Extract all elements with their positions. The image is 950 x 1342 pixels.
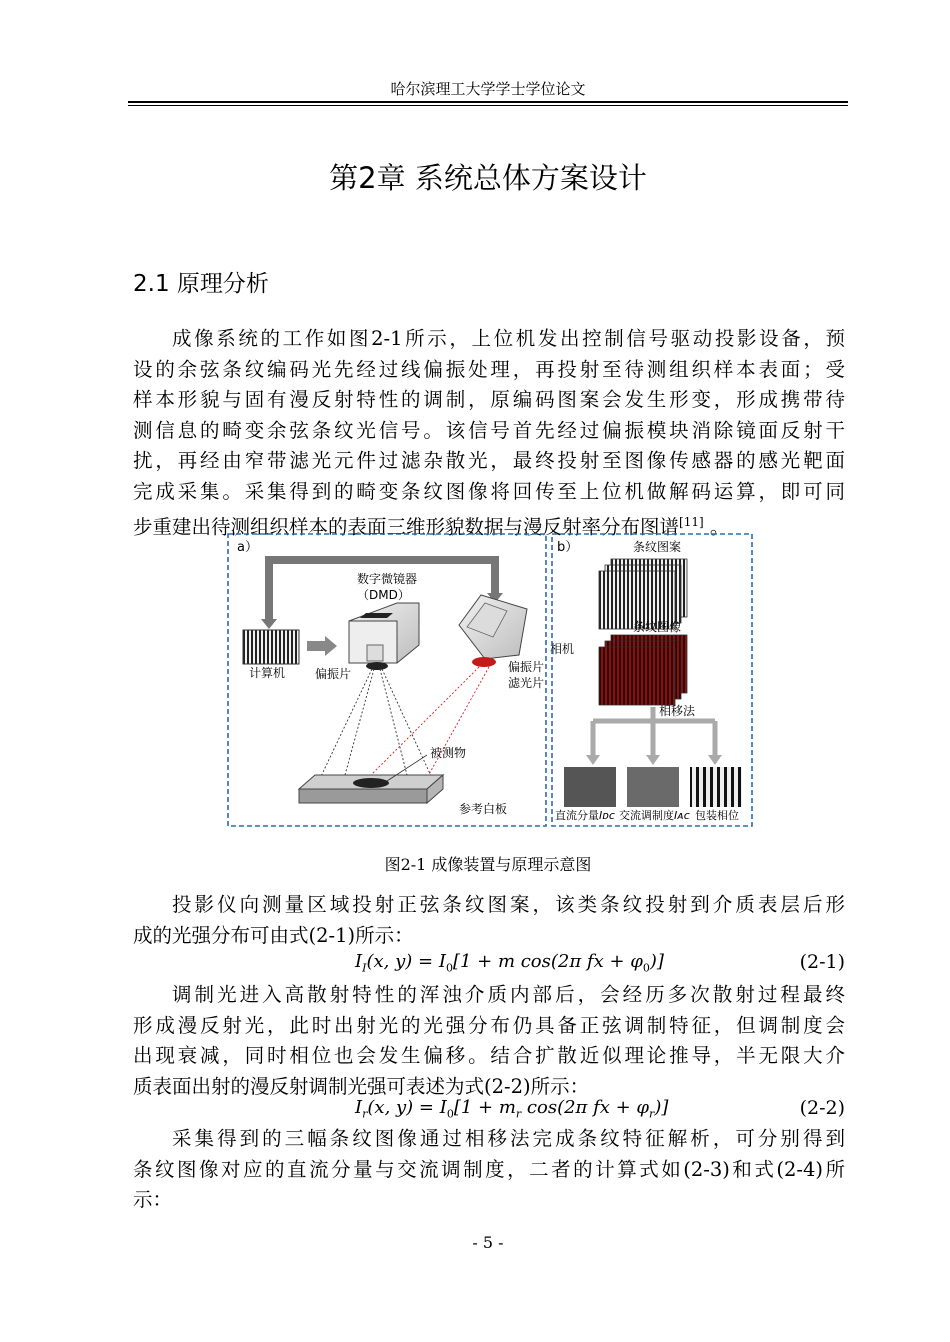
lens-icon [366, 662, 388, 670]
equation-number: (2-2) [799, 1097, 845, 1119]
dmd-label: 数字微镜器 [357, 572, 418, 586]
paragraph-line: 形成漫反射光，此时出射光的光强分布仍具备正弦调制特征，但调制度会 [133, 1013, 845, 1037]
header-rule-thick [128, 101, 848, 103]
projection-rays [315, 669, 437, 789]
paragraph-line: 调制光进入高散射特性的浑浊介质内部后，会经历多次散射过程最终 [172, 983, 845, 1006]
image-label: 条纹图像 [633, 620, 682, 634]
equation-2-1 [133, 951, 845, 975]
arrow-right-icon [307, 636, 337, 656]
filter-label: 滤光片 [508, 676, 545, 690]
camera-label: 相机 [550, 642, 575, 656]
paragraph-line: 成的光强分布可由式(2-1)所示： [133, 923, 414, 947]
computer-pattern-icon [243, 630, 299, 664]
page-number: - 5 - [472, 1233, 504, 1252]
phase-label: 包装相位 [695, 809, 739, 822]
panel-a-label: a） [237, 540, 258, 555]
panel-b-label: b） [557, 540, 579, 555]
header-rule-thin [128, 105, 848, 106]
dmd-label-abbr: （DMD） [357, 588, 410, 602]
object-icon [353, 778, 389, 788]
dc-label [555, 808, 615, 822]
dc-label-text: 直流分量 [555, 809, 599, 822]
paragraph-1 [133, 324, 845, 543]
equation-2-2 [133, 1097, 845, 1121]
paragraph-3 [133, 980, 845, 1102]
paragraph-line: 投影仪向测量区域投射正弦条纹图案，该类条纹投射到介质表层后形 [172, 893, 845, 916]
ac-label-text: 交流调制度 [619, 809, 674, 822]
paragraph-text: 步重建出待测组织样本的表面三维形貌数据与漫反射率分布图谱 [133, 515, 680, 539]
polarizer-right-label: 偏振片 [508, 660, 545, 674]
method-label: 相移法 [659, 704, 696, 718]
paragraph-line: 质表面出射的漫反射调制光强可表述为式(2-2)所示： [133, 1074, 590, 1098]
dc-component-image [564, 767, 616, 807]
board-label: 参考白板 [459, 802, 508, 816]
ac-label-symbol: Iᴀᴄ [674, 809, 690, 822]
paragraph-line: 设的余弦条纹编码光先经过线偏振处理，再投射至待测组织样本表面；受 [133, 357, 845, 381]
paragraph-line: 采集得到的三幅条纹图像通过相移法完成条纹特征解析，可分别得到 [172, 1127, 845, 1150]
computer-label: 计算机 [249, 666, 286, 680]
figure-caption: 图2-1 成像装置与原理示意图 [384, 855, 592, 874]
filter-icon [472, 657, 496, 667]
paragraph-4 [133, 1124, 845, 1216]
paragraph-text: 。 [703, 515, 730, 539]
reflection-rays [359, 667, 489, 787]
polarizer-left-label: 偏振片 [315, 667, 352, 681]
paragraph-line: 完成采集。采集得到的畸变条纹图像将回传至上位机做解码运算，即可同 [133, 479, 845, 503]
equation-formula: $I_r(x$, $y) = I_0[1 + m_r$ cos(2π fx + $\varphi_r$)] [355, 1097, 669, 1121]
paragraph-line: 测信息的畸变余弦条纹光信号。该信号首先经过偏振模块消除镜面反射干 [133, 418, 845, 442]
pattern-label: 条纹图案 [633, 540, 682, 554]
chapter-title: 第2章 系统总体方案设计 [329, 161, 647, 195]
ac-modulation-image [627, 767, 679, 807]
paragraph-line: 示： [133, 1188, 173, 1211]
ac-label [619, 808, 690, 822]
dc-label-symbol: Iᴅᴄ [599, 809, 615, 822]
running-header: 哈尔滨理工大学学士学位论文 [390, 80, 586, 98]
paragraph-line: 样本形貌与固有漫反射特性的调制，原编码图案会发生形变，形成携带待 [133, 388, 845, 411]
equation-formula: $I_I(x$, $y) = I_0[1 + m$ cos(2π fx + $\varphi_0$)] [355, 951, 664, 975]
figure-2-1 [227, 533, 753, 827]
object-label: 被测物 [430, 746, 467, 760]
wrapped-phase-image [690, 767, 742, 807]
paragraph-line: 成像系统的工作如图2-1所示，上位机发出控制信号驱动投影设备，预 [172, 327, 845, 350]
paragraph-line: 出现衰减，同时相位也会发生偏移。结合扩散近似理论推导，半无限大介 [133, 1044, 845, 1067]
equation-number: (2-1) [799, 951, 845, 973]
citation-link[interactable]: [11] [679, 515, 704, 529]
paragraph-line: 条纹图像对应的直流分量与交流调制度，二者的计算式如(2-3)和式(2-4)所 [133, 1157, 845, 1181]
section-title: 2.1 原理分析 [133, 271, 269, 297]
paragraph-line: 扰，再经由窄带滤光元件过滤杂散光，最终投射至图像传感器的感光靶面 [133, 449, 845, 472]
method-arrows [593, 707, 715, 757]
paragraph-2 [133, 890, 845, 951]
